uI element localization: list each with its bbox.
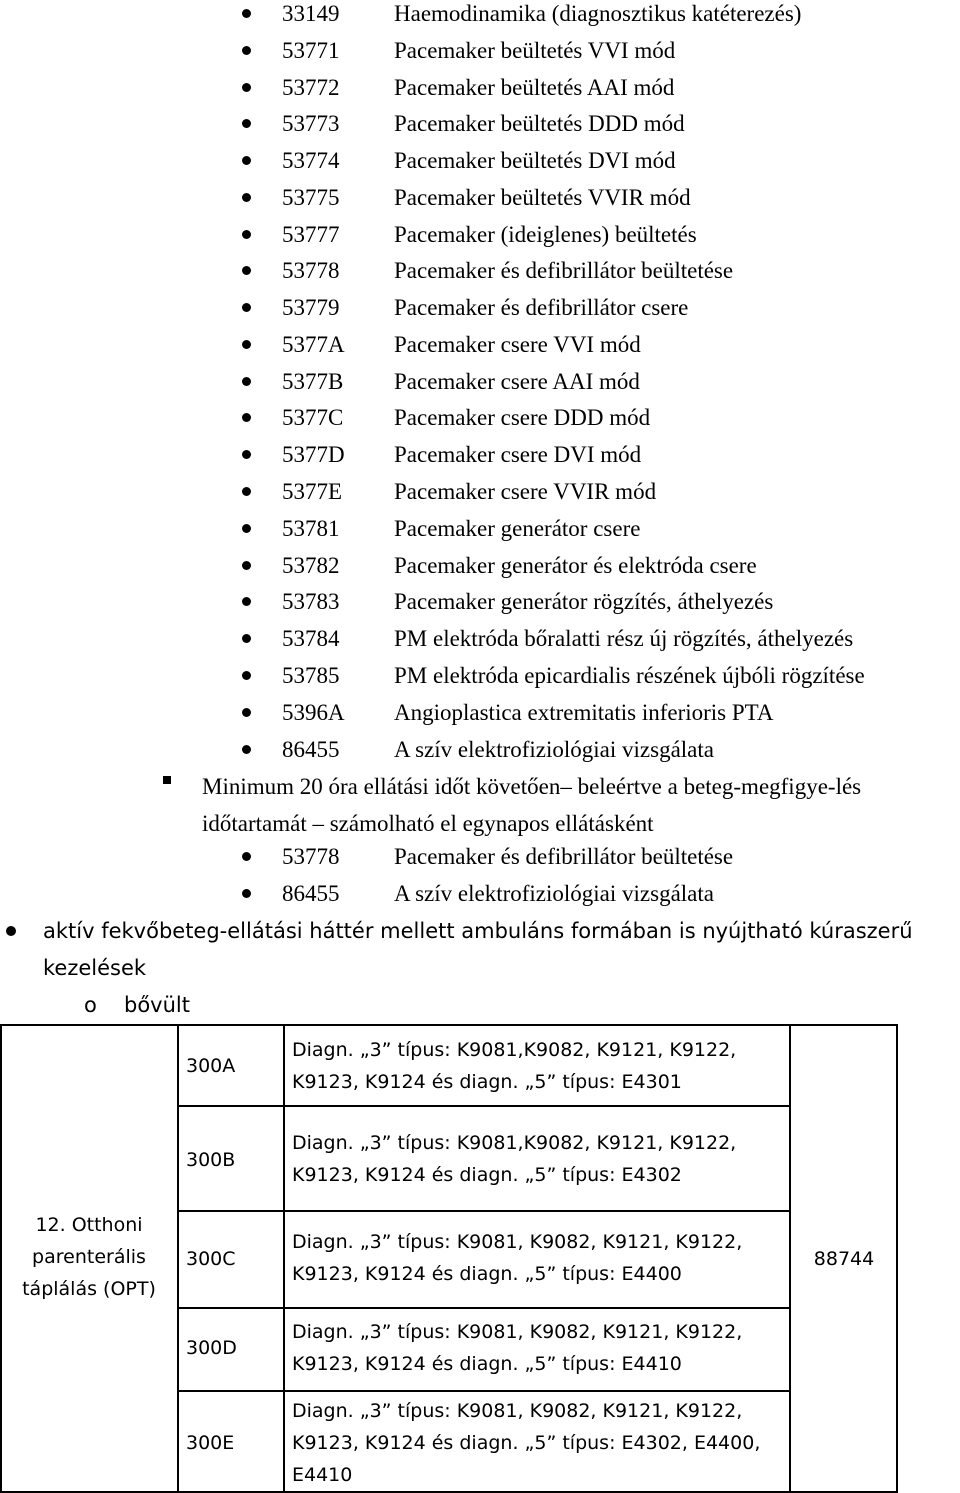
table-row-code: 300B (186, 1149, 236, 1171)
list-item (0, 363, 960, 400)
bullet-icon (242, 156, 251, 165)
procedure-code: 53774 (282, 148, 340, 173)
list-item (0, 216, 960, 253)
procedure-description: Pacemaker csere DDD mód (394, 405, 651, 430)
bullet-icon (242, 745, 251, 754)
bullet-icon (242, 634, 251, 643)
procedure-description: Pacemaker csere AAI mód (394, 369, 640, 394)
procedure-code: 86455 (282, 737, 340, 762)
bullet-icon (242, 193, 251, 202)
table-row-diagnosis: Diagn. „3” típus: K9081, K9082, K9121, K9122, K9123, K9124 és diagn. „5” típus: E4400 (292, 1231, 743, 1285)
list-item (0, 32, 960, 69)
procedure-description: Pacemaker csere VVI mód (394, 332, 641, 357)
procedure-code: 53771 (282, 38, 340, 63)
procedure-description: Pacemaker és defibrillátor beültetése (394, 258, 734, 283)
list-item (0, 289, 960, 326)
procedure-code: 5377D (282, 442, 345, 467)
procedure-code: 5377B (282, 369, 344, 394)
procedure-description: A szív elektrofiziológiai vizsgálata (394, 881, 714, 906)
bullet-icon (242, 303, 251, 312)
list-item (0, 731, 960, 768)
table-row-divider (177, 1105, 791, 1107)
procedure-description: Pacemaker generátor rögzítés, áthelyezés (394, 589, 774, 614)
procedure-description: Pacemaker és defibrillátor beültetése (394, 844, 734, 869)
procedure-code: 53778 (282, 258, 340, 283)
procedure-code: 5377C (282, 405, 344, 430)
procedure-code: 86455 (282, 881, 340, 906)
bullet-icon (242, 230, 251, 239)
procedure-description: Pacemaker beültetés DDD mód (394, 111, 685, 136)
table-row-code: 300C (186, 1248, 236, 1270)
procedure-description: Pacemaker generátor és elektróda csere (394, 553, 757, 578)
square-bullet-icon (163, 776, 171, 784)
bullet-icon (242, 9, 251, 18)
procedure-description: Pacemaker csere VVIR mód (394, 479, 657, 504)
list-item (0, 547, 960, 584)
procedure-description: Angioplastica extremitatis inferioris PTA (394, 700, 774, 725)
list-item (0, 620, 960, 657)
sub-label: bővült (124, 993, 190, 1017)
table-col-divider (283, 1024, 285, 1493)
procedure-description: Pacemaker csere DVI mód (394, 442, 642, 467)
bullet-icon (242, 266, 251, 275)
bullet-icon (6, 926, 16, 936)
procedure-code: 53779 (282, 295, 340, 320)
table-col-divider (789, 1024, 791, 1493)
procedure-description: Pacemaker (ideiglenes) beültetés (394, 222, 697, 247)
table-row-code: 300E (186, 1432, 235, 1454)
list-item (0, 583, 960, 620)
procedure-code: 53773 (282, 111, 340, 136)
procedure-description: A szív elektrofiziológiai vizsgálata (394, 737, 714, 762)
bullet-icon (242, 46, 251, 55)
minimum-note: Minimum 20 óra ellátási időt követően– beleértve a beteg-megfigye-lés időtartamát – számolható el egynapos ellátásként (202, 774, 862, 836)
table-procedure-code: 88744 (813, 1248, 875, 1270)
bullet-icon (242, 561, 251, 570)
procedure-description: Pacemaker beültetés VVIR mód (394, 185, 691, 210)
procedure-code: 53772 (282, 75, 340, 100)
procedure-description: Haemodinamika (diagnosztikus katéterezés) (394, 1, 802, 26)
table-row-divider (177, 1210, 791, 1212)
table-row-diagnosis: Diagn. „3” típus: K9081,K9082, K9121, K9122, K9123, K9124 és diagn. „5” típus: E4301 (292, 1039, 737, 1093)
procedure-code: 53782 (282, 553, 340, 578)
procedure-description: Pacemaker beültetés VVI mód (394, 38, 676, 63)
procedure-description: Pacemaker beültetés AAI mód (394, 75, 675, 100)
procedure-code: 33149 (282, 1, 340, 26)
procedure-code: 53777 (282, 222, 340, 247)
table-row-code: 300A (186, 1055, 236, 1077)
table-row-diagnosis: Diagn. „3” típus: K9081,K9082, K9121, K9122, K9123, K9124 és diagn. „5” típus: E4302 (292, 1132, 737, 1186)
list-item (0, 694, 960, 731)
list-item (0, 436, 960, 473)
bullet-icon (242, 487, 251, 496)
table-border-top (0, 1024, 898, 1026)
table-row-diagnosis: Diagn. „3” típus: K9081, K9082, K9121, K9122, K9123, K9124 és diagn. „5” típus: E4410 (292, 1321, 743, 1375)
table-row-divider (177, 1307, 791, 1309)
bullet-icon (242, 708, 251, 717)
bullet-icon (242, 852, 251, 861)
procedure-description: Pacemaker generátor csere (394, 516, 641, 541)
list-item (0, 326, 960, 363)
bullet-icon (242, 340, 251, 349)
procedure-description: PM elektróda epicardialis részének újbóli rögzítése (394, 663, 865, 688)
list-item (0, 473, 960, 510)
sub-bullet-marker: o (84, 993, 97, 1017)
table-row-diagnosis: Diagn. „3” típus: K9081, K9082, K9121, K9122, K9123, K9124 és diagn. „5” típus: E4302, E4400, E4410 (292, 1400, 761, 1486)
list-item (0, 179, 960, 216)
bullet-icon (242, 83, 251, 92)
procedure-code: 53775 (282, 185, 340, 210)
list-item (0, 0, 960, 32)
list-item (0, 657, 960, 694)
bullet-icon (242, 597, 251, 606)
procedure-code: 5377E (282, 479, 343, 504)
bullet-icon (242, 119, 251, 128)
table-row-divider (177, 1390, 791, 1392)
procedure-code: 53784 (282, 626, 340, 651)
procedure-code: 53783 (282, 589, 340, 614)
bullet-icon (242, 413, 251, 422)
procedure-description: Pacemaker beültetés DVI mód (394, 148, 676, 173)
bullet-icon (242, 377, 251, 386)
procedure-code: 5377A (282, 332, 345, 357)
procedure-code: 53781 (282, 516, 340, 541)
list-item (0, 510, 960, 547)
bullet-icon (242, 450, 251, 459)
ambulant-heading: aktív fekvőbeteg-ellátási háttér mellett ambuláns formában is nyújtható kúraszerű kezelések (43, 919, 913, 980)
procedure-code: 53778 (282, 844, 340, 869)
bullet-icon (242, 671, 251, 680)
procedure-description: PM elektróda bőralatti rész új rögzítés, áthelyezés (394, 626, 854, 651)
list-item (0, 875, 960, 912)
procedure-code: 5396A (282, 700, 345, 725)
table-category-label: 12. Otthoni parenterális táplálás (OPT) (22, 1214, 156, 1300)
list-item (0, 142, 960, 179)
list-item (0, 105, 960, 142)
procedure-code: 53785 (282, 663, 340, 688)
list-item (0, 252, 960, 289)
list-item (0, 838, 960, 875)
bullet-icon (242, 524, 251, 533)
bullet-icon (242, 889, 251, 898)
list-item (0, 399, 960, 436)
table-row-code: 300D (186, 1337, 237, 1359)
table-border-right (896, 1024, 898, 1493)
list-item (0, 69, 960, 106)
procedure-description: Pacemaker és defibrillátor csere (394, 295, 689, 320)
